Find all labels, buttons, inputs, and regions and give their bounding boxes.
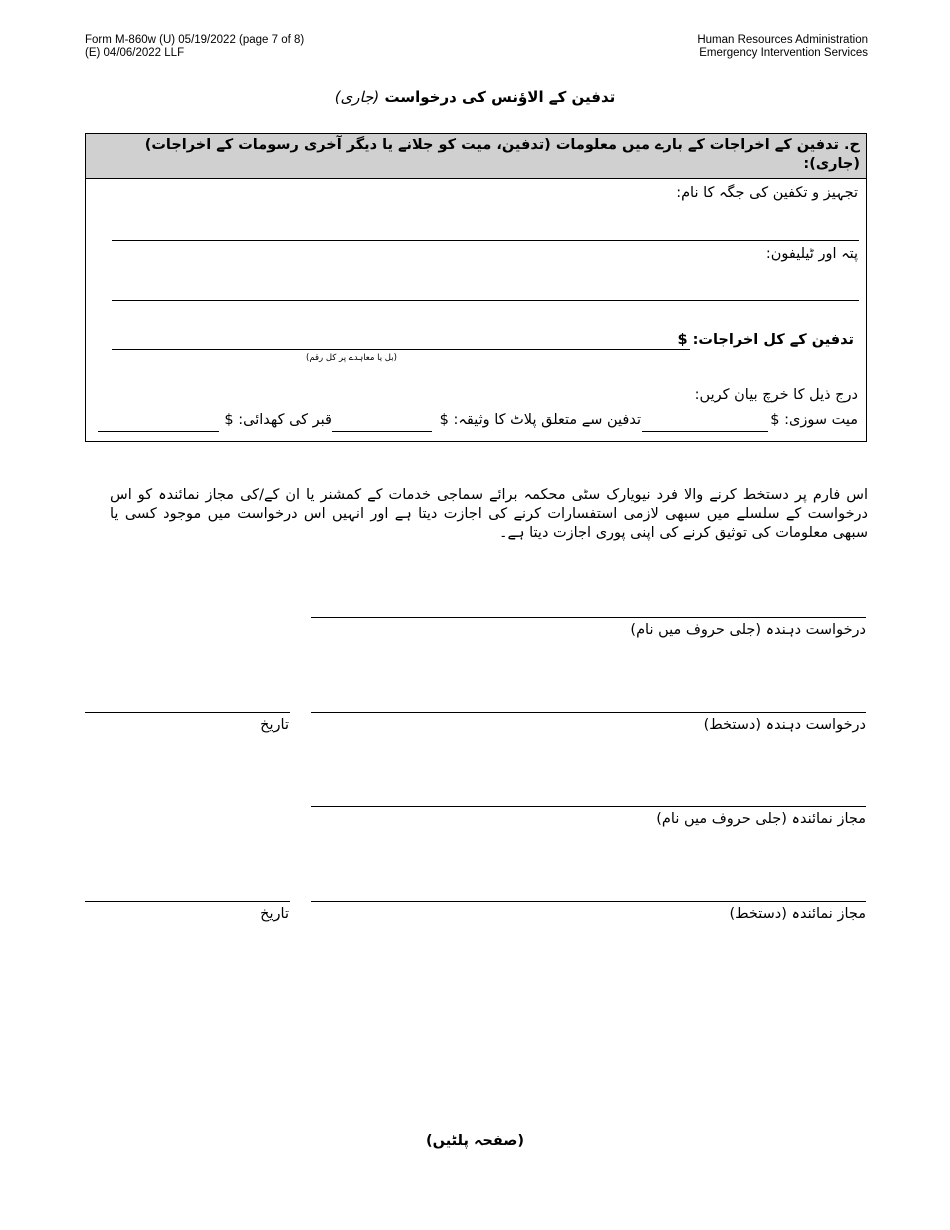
applicant-signature-label: درخواست دہندہ (دستخط) [703, 717, 866, 733]
grave-opening-label: قبر کی کھدائی: $ [224, 412, 332, 428]
rep-date-label: تاریخ [260, 906, 289, 922]
form-id-block [85, 34, 304, 60]
section-heading: ح. تدفین کے اخراجات کے بارے میں معلومات (تدفین، میت کو جلانے یا دیگر آخری رسومات کے اخراجات) (جاری): [86, 134, 866, 179]
applicant-signature-field[interactable] [311, 712, 866, 713]
cremation-label: میت سوزی: $ [770, 412, 858, 428]
rep-name-field[interactable] [311, 806, 866, 807]
breakdown-label: درج ذیل کا خرچ بیان کریں: [694, 387, 858, 403]
cremation-field[interactable] [642, 431, 768, 432]
funeral-home-field[interactable] [112, 240, 859, 241]
form-number: Form M-860w (U) 05/19/2022 (page 7 of 8) [85, 34, 305, 46]
plot-deed-field[interactable] [332, 431, 432, 432]
total-cost-field[interactable] [112, 349, 690, 350]
title-continued: (جاری) [334, 88, 380, 106]
title-main: تدفین کے الاؤنس کی درخواست [384, 88, 616, 106]
agency-name: Human Resources Administration [697, 34, 868, 46]
turn-page-note: (صفحہ پلٹیں) [426, 1133, 524, 1149]
address-phone-label: پتہ اور ٹیلیفون: [765, 246, 858, 262]
grave-opening-field[interactable] [98, 431, 219, 432]
rep-signature-field[interactable] [311, 901, 866, 902]
rep-signature-label: مجاز نمائندہ (دستخط) [729, 906, 866, 922]
rep-name-label: مجاز نمائندہ (جلی حروف میں نام) [656, 811, 866, 827]
rep-date-field[interactable] [85, 901, 290, 902]
page-title [0, 88, 950, 106]
funeral-expenses-section [85, 133, 867, 442]
applicant-name-field[interactable] [311, 617, 866, 618]
total-cost-note: (بل یا معاہدے پر کل رقم) [306, 353, 397, 363]
applicant-date-label: تاریخ [260, 717, 289, 733]
plot-deed-label: تدفین سے متعلق پلاٹ کا وثیقہ: $ [439, 412, 641, 428]
address-phone-field[interactable] [112, 300, 859, 301]
applicant-name-label: درخواست دہندہ (جلی حروف میں نام) [630, 622, 866, 638]
form-revision: (E) 04/06/2022 LLF [85, 47, 185, 59]
agency-division: Emergency Intervention Services [699, 47, 868, 59]
funeral-home-label: تجہیز و تکفین کی جگہ کا نام: [676, 185, 858, 201]
authorization-text: اس فارم پر دستخط کرنے والا فرد نیویارک سٹی محکمہ برائے سماجی خدمات کے کمشنر یا ان کے/کی مجاز نمائندہ کو اس درخواست کے سلسلے میں سبھی لازمی استفسارات کرنے کی اجازت دیتا ہے اور انہیں اس درخواست میں موجود کسی یا سبھی معلومات کی توثیق کرنے کی اپنی پوری اجازت دیتا ہے۔ [110, 487, 868, 541]
total-cost-label: تدفین کے کل اخراجات: $ [677, 332, 854, 348]
applicant-date-field[interactable] [85, 712, 290, 713]
agency-block [697, 34, 868, 60]
